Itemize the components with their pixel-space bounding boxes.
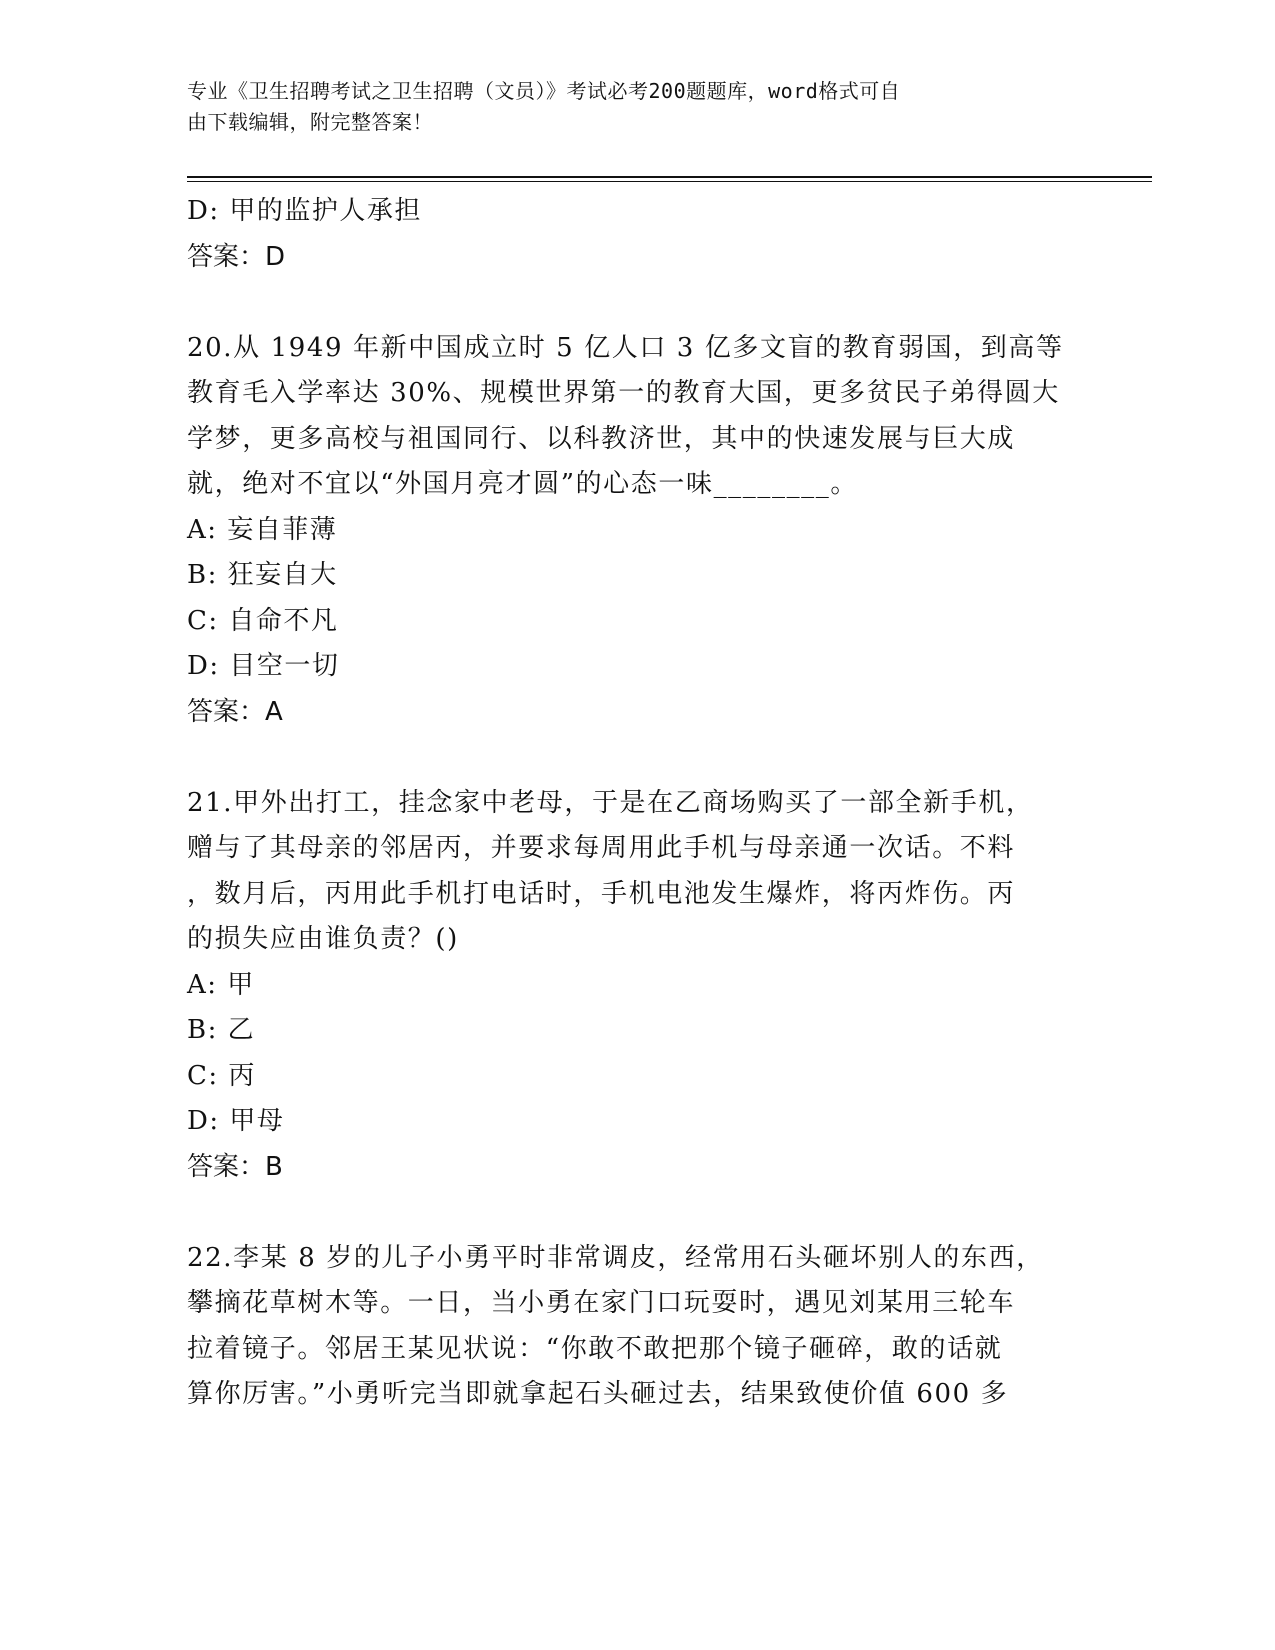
question-line: 攀摘花草树木等。一日，当小勇在家门口玩耍时，遇见刘某用三轮车 <box>187 1288 1016 1318</box>
answer-key: 答案：A <box>187 696 283 727</box>
paragraph-gap <box>187 280 1077 326</box>
document-body <box>187 189 1077 1418</box>
question-line: 学梦，更多高校与祖国同行、以科教济世，其中的快速发展与巨大成 <box>187 423 1016 454</box>
document-header <box>187 76 1067 138</box>
paragraph-gap <box>187 1190 1077 1236</box>
answer-option: A: 妄自菲薄 <box>187 514 338 545</box>
question-line: 教育毛入学率达 30%、规模世界第一的教育大国，更多贫民子弟得圆大 <box>187 378 1060 408</box>
answer-option: D: 甲母 <box>187 1106 285 1136</box>
question-line: 算你厉害。”小勇听完当即就拿起石头砸过去，结果致使价值 600 多 <box>187 1379 1009 1409</box>
answer-option: D: 甲的监护人承担 <box>187 196 422 226</box>
answer-key: 答案：D <box>187 241 286 272</box>
paragraph-gap <box>187 735 1077 781</box>
question-line: 的损失应由谁负责？() <box>187 924 459 954</box>
answer-option: B: 乙 <box>187 1015 256 1045</box>
question-line: 20.从 1949 年新中国成立时 5 亿人口 3 亿多文盲的教育弱国，到高等 <box>187 332 1064 363</box>
answer-option: C: 自命不凡 <box>187 605 339 636</box>
question-line: 赠与了其母亲的邻居丙，并要求每周用此手机与母亲通一次话。不料 <box>187 833 1016 863</box>
answer-option: D: 目空一切 <box>187 651 340 681</box>
question-line: 21.甲外出打工，挂念家中老母，于是在乙商场购买了一部全新手机， <box>187 787 1034 818</box>
question-line: 22.李某 8 岁的儿子小勇平时非常调皮，经常用石头砸坏别人的东西， <box>187 1242 1044 1273</box>
question-line: 就，绝对不宜以“外国月亮才圆”的心态一味________。 <box>187 469 858 499</box>
question-text <box>187 1236 1077 1418</box>
question-line: 拉着镜子。邻居王某见状说：“你敢不敢把那个镜子砸碎，敢的话就 <box>187 1333 1003 1364</box>
answer-option: C: 丙 <box>187 1060 256 1091</box>
header-rule <box>187 176 1152 178</box>
question-text <box>187 326 1077 508</box>
header-rule-thin <box>187 181 1152 182</box>
header-line: 专业《卫生招聘考试之卫生招聘（文员）》考试必考200题题库，word格式可自 <box>187 79 901 103</box>
question-line: ，数月后，丙用此手机打电话时，手机电池发生爆炸，将丙炸伤。丙 <box>187 878 1016 909</box>
answer-key: 答案：B <box>187 1151 283 1182</box>
answer-option: A: 甲 <box>187 969 255 1000</box>
answer-option: B: 狂妄自大 <box>187 560 338 590</box>
question-text <box>187 781 1077 963</box>
header-line: 由下载编辑，附完整答案！ <box>187 110 433 134</box>
